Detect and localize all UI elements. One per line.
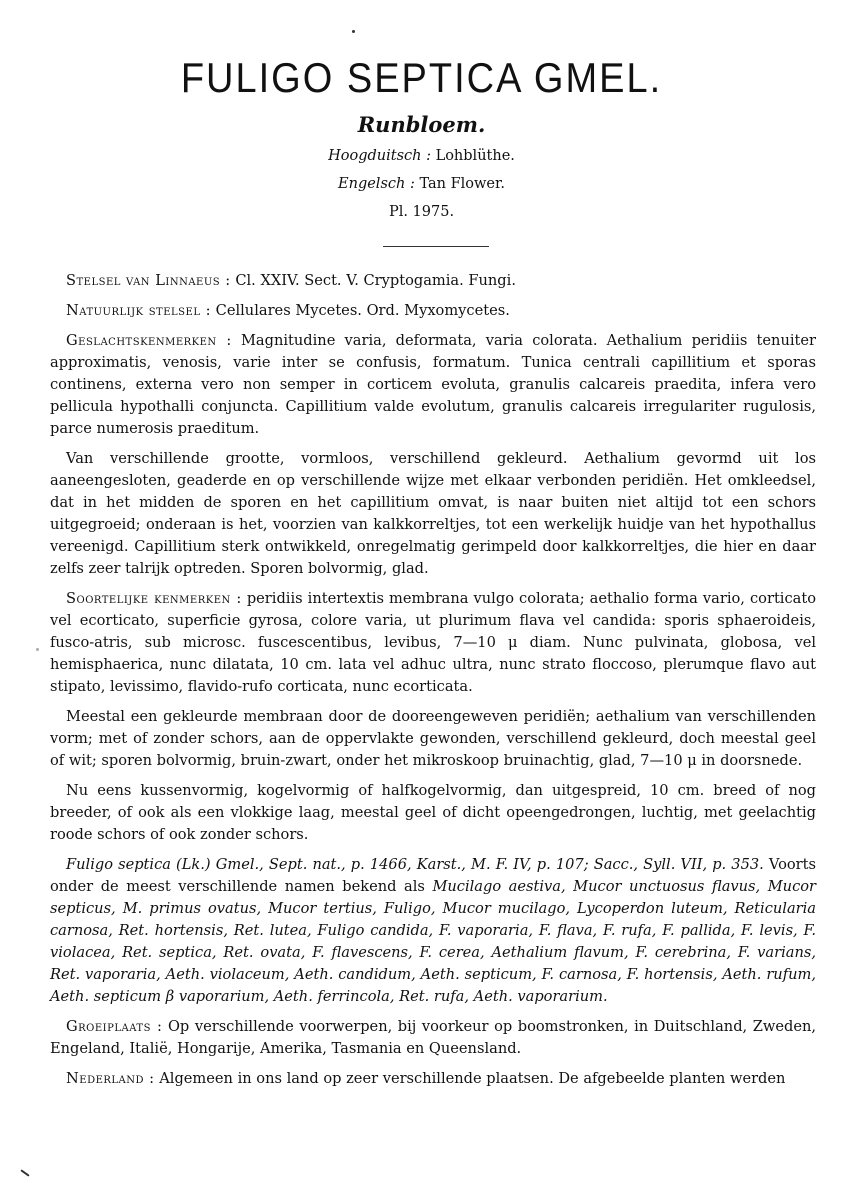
habitat-paragraph bbox=[50, 1016, 816, 1060]
natural-system-paragraph bbox=[50, 300, 816, 322]
english-name-line bbox=[0, 176, 843, 192]
netherlands-paragraph bbox=[50, 1068, 816, 1090]
print-speck bbox=[36, 648, 39, 651]
species-characters-paragraph bbox=[50, 588, 816, 698]
genus-characters-paragraph bbox=[50, 330, 816, 440]
netherlands-label: Nederland : bbox=[66, 1070, 155, 1087]
natural-system-text: Cellulares Mycetes. Ord. Myxomycetes. bbox=[215, 302, 510, 319]
species-characters-label: Soortelijke kenmerken : bbox=[66, 590, 242, 607]
species-characters-dutch-2: Nu eens kussenvormig, kogelvormig of halfkogelvormig, dan uitgespreid, 10 cm. breed of nog breeder, of ook als een vlokkige laag, meestal geel of dicht opeengedrongen, luchtig, met geelachtig roode schors of ook zonder schors. bbox=[50, 782, 816, 843]
netherlands-text: Algemeen in ons land op zeer verschillende plaatsen. De afgebeelde planten werden bbox=[159, 1070, 786, 1087]
genus-characters-label: Geslachtskenmerken : bbox=[66, 332, 232, 349]
natural-system-label: Natuurlijk stelsel : bbox=[66, 302, 212, 319]
species-characters-text: peridiis intertextis membrana vulgo colorata; aethalio forma vario, corticato vel ecorticato, superficie gyrosa, colore varia, ut plurimum flava vel candida: sporis sphaeroideis, fusco-atris, sub microsc. fuscescentibus, levibus, 7—10 μ diam. Nunc pulvinata, globosa, vel hemisphaerica, nunc dilatata, 10 cm. lata vel adhuc ultra, nunc strato floccoso, plerumque flavo aut stipato, levissimo, flavido-rufo corticata, nunc ecorticata. bbox=[50, 590, 816, 695]
german-label: Hoogduitsch : bbox=[328, 148, 431, 164]
synonymy-citation: Fuligo septica (Lk.) Gmel., Sept. nat., p. 1466, Karst., M. F. IV, p. 107; Sacc., Syll. VII, p. 353. bbox=[66, 856, 764, 873]
habitat-label: Groeiplaats : bbox=[66, 1018, 163, 1035]
linnaeus-text: Cl. XXIV. Sect. V. Cryptogamia. Fungi. bbox=[235, 272, 516, 289]
synonymy-names: Mucilago aestiva, Mucor unctuosus flavus, Mucor septicus, M. primus ovatus, Mucor tertius, Fuligo, Mucor mucilago, Lycoperdon luteum, Reticularia carnosa, Ret. hortensis, Ret. lutea, Fuligo candida, F. vaporaria, F. flava, F. rufa, F. pallida, F. levis, F. violacea, Ret. septica, Ret. ovata, F. flavescens, F. cerea, Aethalium flavum, F. cerebrina, F. varians, Ret. vaporaria, Aeth. violaceum, Aeth. candidum, Aeth. septicum, F. carnosa, F. hortensis, Aeth. rufum, Aeth. septicum β vaporarium, Aeth. ferrincola, Ret. rufa, Aeth. vaporarium. bbox=[50, 878, 817, 1005]
page-title: FULIGO SEPTICA GMEL. bbox=[180, 55, 663, 103]
print-speck bbox=[20, 1169, 29, 1176]
plate-number: Pl. 1975. bbox=[388, 204, 455, 220]
english-name: Tan Flower. bbox=[419, 176, 505, 192]
german-name-line bbox=[0, 148, 843, 164]
genus-characters-text: Magnitudine varia, deformata, varia colorata. Aethalium peridiis tenuiter approximatis, venosis, varie inter se confusis, formatum. Tunica centrali capillitium et sporas continens, externa vero non semper in corticem evoluta, granulis calcareis praedita, infera vero pellicula hypothalli conjuncta. Capillitium valde evolutum, granulis calcareis irregulariter rugulosis, parce numerosis praeditum. bbox=[50, 332, 817, 437]
habitat-text: Op verschillende voorwerpen, bij voorkeur op boomstronken, in Duitschland, Zweden, Engeland, Italië, Hongarije, Amerika, Tasmania en Queensland. bbox=[50, 1018, 817, 1057]
species-characters-dutch-1: Meestal een gekleurde membraan door de dooreengeweven peridiën; aethalium van verschillenden vorm; met of zonder schors, aan de oppervlakte gewonden, verschillend gekleurd, doch meestal geel of wit; sporen bolvormig, bruin-zwart, onder het mikroskoop bruinachtig, glad, 7—10 μ in doorsnede. bbox=[50, 708, 816, 769]
common-name: Runbloem. bbox=[357, 112, 486, 137]
linnaeus-label: Stelsel van Linnaeus : bbox=[66, 272, 231, 289]
genus-characters-dutch: Van verschillende grootte, vormloos, verschillend gekleurd. Aethalium gevormd uit los aaneengesloten, geaderde en op verschillende wijze met elkaar verbonden peridiën. Het omkleedsel, dat in het midden de sporen en het capillitium omvat, is naar buiten niet altijd tot een schors uitgegroeid; onderaan is het, voorzien van kalkkorreltjes, tot een werkelijk huidje van het hypothallus vereenigd. Capillitium sterk ontwikkeld, onregelmatig gerimpeld door kalkkorreltjes, die hier en daar zelfs zeer talrijk optreden. Sporen bolvormig, glad. bbox=[50, 450, 816, 577]
synonymy-paragraph bbox=[50, 854, 816, 1008]
linnaeus-paragraph bbox=[50, 270, 816, 292]
print-speck bbox=[352, 30, 355, 33]
english-label: Engelsch : bbox=[338, 176, 415, 192]
document-body bbox=[50, 270, 816, 1098]
header-divider bbox=[383, 246, 489, 247]
synonymy-intro: Voorts onder de meest verschillende namen bekend als bbox=[50, 856, 816, 895]
german-name: Lohblüthe. bbox=[435, 148, 515, 164]
